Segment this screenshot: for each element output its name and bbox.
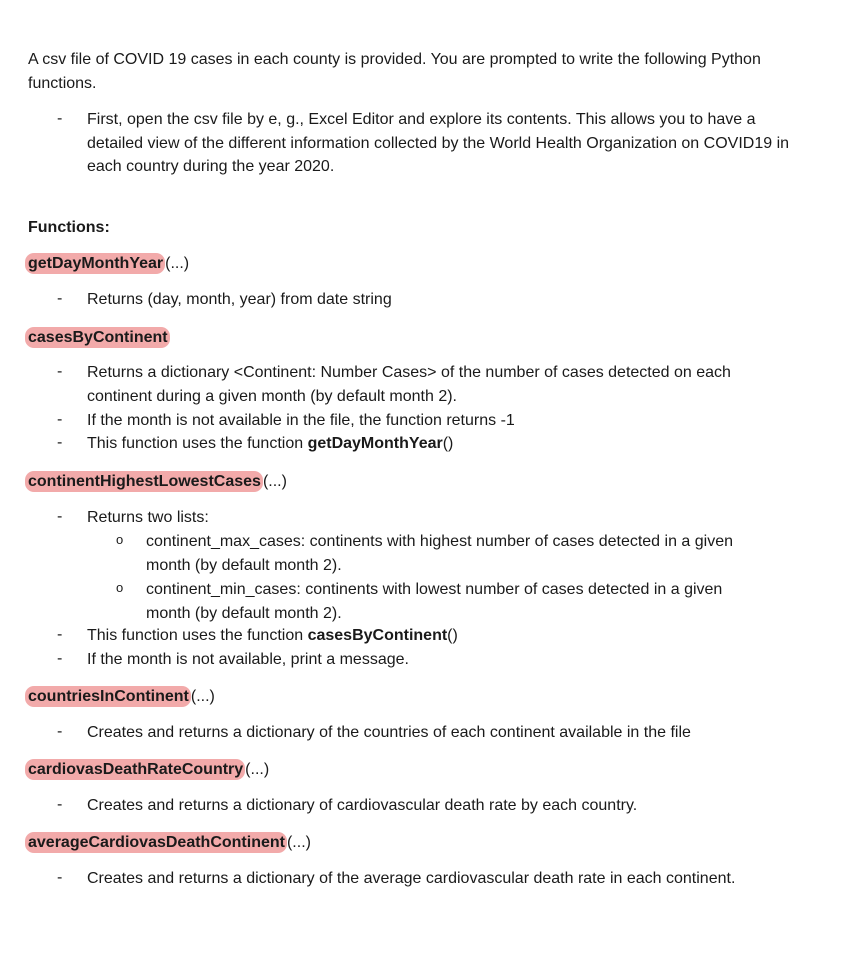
function-name-highlight: countriesInContinent [25,686,191,707]
function-averagecardiovasdeathcontinent [28,831,311,854]
fn2-bullet-1-line-2: continent during a given month (by default month 2). [87,388,457,405]
bullet-dash: - [57,796,63,813]
function-args: (...) [190,688,215,705]
fn3-sub-2-line-1: continent_min_cases: continents with lowest number of cases detected in a given [146,581,723,598]
fn2-bullet-1-line-1: Returns a dictionary <Continent: Number Cases> of the number of cases detected on each [87,364,731,381]
bullet-dash: - [57,650,63,667]
bullet-dash: - [57,626,63,643]
sub-bullet-circle: o [116,580,124,595]
fn3-sub-2-line-2: month (by default month 2). [146,605,342,622]
function-name-highlight: cardiovasDeathRateCountry [25,759,245,780]
function-args: (...) [165,255,190,272]
fn2-bullet-3-function: getDayMonthYear [307,435,443,452]
function-args: (...) [245,761,270,778]
bullet-dash: - [57,508,63,525]
function-name-highlight: averageCardiovasDeathContinent [25,832,287,853]
bullet-dash: - [57,110,63,127]
function-continenthighestlowestcases [28,470,287,493]
bullet-dash: - [57,363,63,380]
function-countriesincontinent [28,685,215,708]
bullet-dash: - [57,411,63,428]
fn3-bullet-2-prefix: This function uses the function [87,627,308,644]
fn2-bullet-2: If the month is not available in the file, the function returns -1 [87,412,515,429]
intro-paragraph: A csv file of COVID 19 cases in each county is provided. You are prompted to write the following Python functions. [28,51,761,92]
bullet-dash: - [57,723,63,740]
function-args: (...) [262,473,287,490]
intro-bullet-text: First, open the csv file by e, g., Excel Editor and explore its contents. This allows you to have a detailed view of the different information collected by the World Health Organization on COVID19 in each country during the year 2020. [87,111,790,175]
function-getdaymonthyear [28,252,189,275]
functions-heading: Functions: [28,219,110,236]
fn2-bullet-3-prefix: This function uses the function [87,435,308,452]
sub-bullet-circle: o [116,532,124,547]
function-casesbycontinent [28,326,170,349]
fn4-bullet-1: Creates and returns a dictionary of the countries of each continent available in the file [87,724,691,741]
bullet-dash: - [57,869,63,886]
fn3-sub-1-line-1: continent_max_cases: continents with highest number of cases detected in a given [146,533,734,550]
function-args: (...) [286,834,311,851]
fn3-sub-1-line-2: month (by default month 2). [146,557,342,574]
fn3-bullet-2-suffix: () [447,627,458,644]
function-name-highlight: getDayMonthYear [25,253,165,274]
fn2-bullet-3-suffix: () [442,435,454,452]
fn1-bullet-1: Returns (day, month, year) from date string [87,291,392,308]
bullet-dash: - [57,290,63,307]
function-name-highlight: continentHighestLowestCases [25,471,263,492]
fn3-bullet-3: If the month is not available, print a message. [87,651,409,668]
fn2-bullet-3 [87,432,453,456]
fn5-bullet-1: Creates and returns a dictionary of cardiovascular death rate by each country. [87,797,638,814]
fn3-bullet-2 [87,624,458,648]
function-cardiovasdeathratecountry [28,758,269,781]
bullet-dash: - [57,434,63,451]
fn3-bullet-1: Returns two lists: [87,509,209,526]
fn6-bullet-1: Creates and returns a dictionary of the average cardiovascular death rate in each continent. [87,870,736,887]
fn3-bullet-2-function: casesByContinent [307,627,448,644]
function-name-highlight: casesByContinent [25,327,170,348]
